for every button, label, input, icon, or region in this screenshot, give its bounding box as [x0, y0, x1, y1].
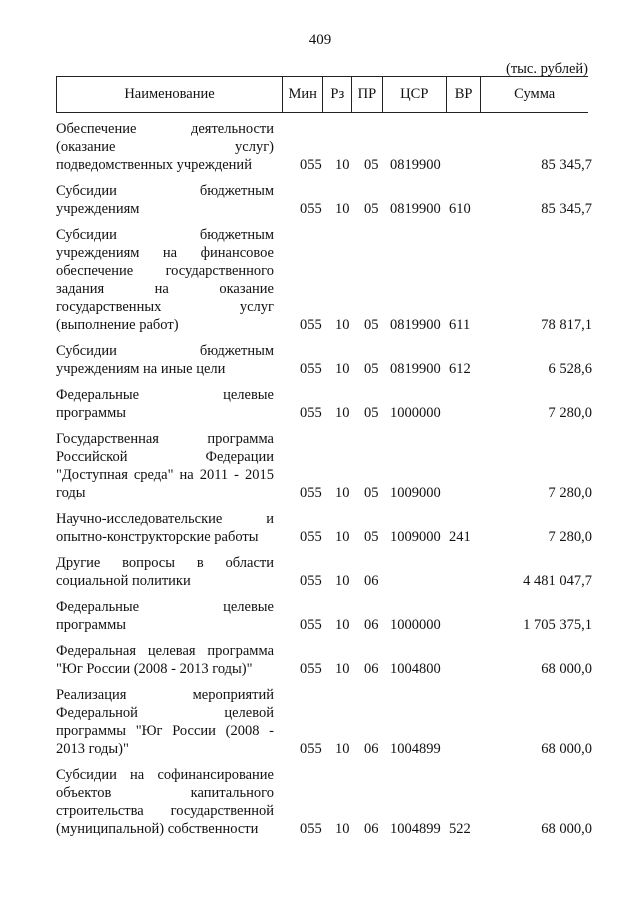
table-row [56, 686, 592, 758]
row-values [56, 404, 592, 422]
row-name-line: учреждениям [56, 201, 140, 217]
row-name-line: программы [56, 617, 126, 633]
cell-sum: 68 000,0 [541, 821, 592, 837]
cell-pr: 06 [364, 573, 379, 589]
cell-min: 055 [300, 617, 322, 633]
cell-min: 055 [300, 661, 322, 677]
row-values [56, 660, 592, 678]
cell-vr: 610 [449, 201, 471, 217]
cell-pr: 05 [364, 529, 379, 545]
row-name-line: Федеральная целевая программа [56, 643, 274, 659]
cell-rz: 10 [335, 821, 350, 837]
row-name-line: Реализация мероприятий [56, 687, 274, 703]
header-name: Наименование [57, 77, 283, 112]
cell-min: 055 [300, 361, 322, 377]
cell-csr: 1004899 [390, 741, 441, 757]
row-name-line: программы "Юг России (2008 - [56, 723, 274, 739]
table-row [56, 386, 592, 422]
cell-sum: 7 280,0 [548, 529, 592, 545]
header-rz: Рз [323, 77, 352, 112]
cell-csr: 1004899 [390, 821, 441, 837]
row-name-line: Субсидии бюджетным [56, 343, 274, 359]
cell-csr: 1009000 [390, 485, 441, 501]
cell-rz: 10 [335, 741, 350, 757]
cell-sum: 6 528,6 [548, 361, 592, 377]
table-row [56, 554, 592, 590]
cell-csr: 1000000 [390, 405, 441, 421]
cell-rz: 10 [335, 361, 350, 377]
header-vr: ВР [447, 77, 482, 112]
header-pr: ПР [352, 77, 383, 112]
row-values [56, 360, 592, 378]
row-name-line: строительства государственной [56, 803, 274, 819]
row-name-line: Федеральные целевые [56, 387, 274, 403]
row-name-line: годы [56, 485, 86, 501]
row-name-line: "Юг России (2008 - 2013 годы)" [56, 661, 253, 677]
row-name-line: подведомственных учреждений [56, 157, 252, 173]
table-row [56, 342, 592, 378]
cell-sum: 68 000,0 [541, 741, 592, 757]
row-name-line: Субсидии на софинансирование [56, 767, 274, 783]
row-name-line: Федеральной целевой [56, 705, 274, 721]
table-row [56, 182, 592, 218]
cell-min: 055 [300, 741, 322, 757]
header-sum: Сумма [514, 86, 556, 102]
table-row [56, 598, 592, 634]
row-values [56, 156, 592, 174]
row-name-line: программы [56, 405, 126, 421]
cell-pr: 06 [364, 661, 379, 677]
cell-rz: 10 [335, 573, 350, 589]
row-name-line: Государственная программа [56, 431, 274, 447]
cell-sum: 85 345,7 [541, 157, 592, 173]
table-row [56, 226, 592, 334]
cell-rz: 10 [335, 405, 350, 421]
cell-min: 055 [300, 317, 322, 333]
table-body [56, 120, 592, 846]
row-name-line: Федеральные целевые [56, 599, 274, 615]
row-name-line: Обеспечение деятельности [56, 121, 274, 137]
row-name-line: (выполнение работ) [56, 317, 179, 333]
cell-vr: 241 [449, 529, 471, 545]
row-name-line: задания на оказание [56, 281, 274, 297]
cell-sum: 7 280,0 [548, 405, 592, 421]
row-name-line: Субсидии бюджетным [56, 183, 274, 199]
cell-pr: 06 [364, 741, 379, 757]
cell-rz: 10 [335, 201, 350, 217]
cell-csr: 1004800 [390, 661, 441, 677]
cell-rz: 10 [335, 529, 350, 545]
row-values [56, 528, 592, 546]
cell-vr: 611 [449, 317, 471, 333]
row-name-line: социальной политики [56, 573, 191, 589]
table-header [56, 76, 588, 113]
row-values [56, 616, 592, 634]
cell-min: 055 [300, 821, 322, 837]
cell-sum: 4 481 047,7 [523, 573, 592, 589]
cell-pr: 05 [364, 485, 379, 501]
cell-sum: 85 345,7 [541, 201, 592, 217]
row-values [56, 740, 592, 758]
row-name-line: Научно-исследовательские и [56, 511, 274, 527]
row-values [56, 820, 592, 838]
cell-pr: 06 [364, 617, 379, 633]
row-values [56, 572, 592, 590]
cell-pr: 06 [364, 821, 379, 837]
cell-min: 055 [300, 157, 322, 173]
cell-pr: 05 [364, 361, 379, 377]
cell-vr: 522 [449, 821, 471, 837]
row-values [56, 484, 592, 502]
cell-min: 055 [300, 529, 322, 545]
row-name-line: Другие вопросы в области [56, 555, 274, 571]
cell-csr: 0819900 [390, 361, 441, 377]
table-row [56, 510, 592, 546]
row-name-line: (муниципальной) собственности [56, 821, 259, 837]
row-name-line: Субсидии бюджетным [56, 227, 274, 243]
row-name-line: государственных услуг [56, 299, 274, 315]
cell-sum: 78 817,1 [541, 317, 592, 333]
row-name-line: (оказание услуг) [56, 139, 274, 155]
cell-sum: 1 705 375,1 [523, 617, 592, 633]
table-row [56, 766, 592, 838]
row-name-line: учреждениям на финансовое [56, 245, 274, 261]
page-number: 409 [308, 32, 332, 48]
row-name-line: Российской Федерации [56, 449, 274, 465]
cell-rz: 10 [335, 661, 350, 677]
cell-csr: 1000000 [390, 617, 441, 633]
cell-csr: 0819900 [390, 157, 441, 173]
cell-min: 055 [300, 405, 322, 421]
cell-rz: 10 [335, 485, 350, 501]
cell-min: 055 [300, 485, 322, 501]
cell-csr: 0819900 [390, 317, 441, 333]
cell-vr: 612 [449, 361, 471, 377]
row-values [56, 200, 592, 218]
cell-rz: 10 [335, 617, 350, 633]
header-csr: ЦСР [383, 77, 447, 112]
cell-rz: 10 [335, 157, 350, 173]
cell-sum: 68 000,0 [541, 661, 592, 677]
cell-csr: 1009000 [390, 529, 441, 545]
table-row [56, 642, 592, 678]
cell-min: 055 [300, 573, 322, 589]
row-values [56, 316, 592, 334]
cell-pr: 05 [364, 317, 379, 333]
cell-rz: 10 [335, 317, 350, 333]
cell-pr: 05 [364, 405, 379, 421]
cell-min: 055 [300, 201, 322, 217]
row-name-line: обеспечение государственного [56, 263, 274, 279]
cell-pr: 05 [364, 157, 379, 173]
units-label: (тыс. рублей) [506, 61, 588, 77]
row-name-line: учреждениям на иные цели [56, 361, 226, 377]
cell-sum: 7 280,0 [548, 485, 592, 501]
row-name-line: "Доступная среда" на 2011 - 2015 [56, 467, 274, 483]
header-min: Мин [283, 77, 323, 112]
table-row [56, 430, 592, 502]
row-name-line: 2013 годы)" [56, 741, 129, 757]
table-row [56, 120, 592, 174]
cell-pr: 05 [364, 201, 379, 217]
cell-csr: 0819900 [390, 201, 441, 217]
row-name-line: объектов капитального [56, 785, 274, 801]
row-name-line: опытно-конструкторские работы [56, 529, 259, 545]
